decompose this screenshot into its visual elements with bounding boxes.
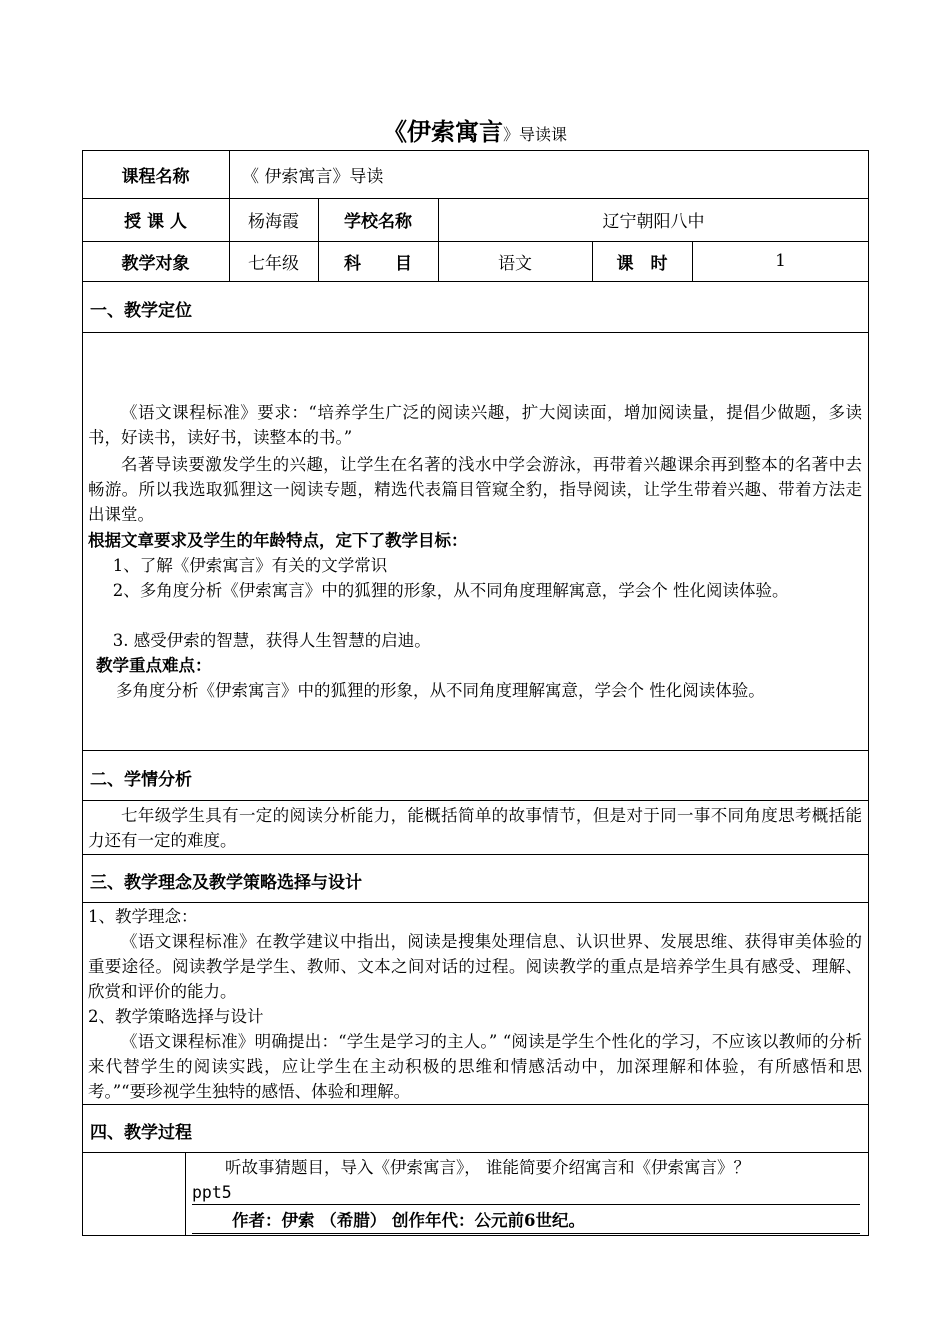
section-title: 四、教学过程	[90, 1123, 192, 1143]
row-divider	[82, 1104, 869, 1105]
document-title	[0, 112, 950, 147]
audience-label: 教学对象	[121, 253, 190, 274]
teacher-label: 授 课 人	[124, 212, 187, 232]
goal-item: 2、多角度分析《伊索寓言》中的狐狸的形象，从不同角度理解寓意，学会个 性化阅读体验。	[112, 581, 789, 600]
inner-divider	[192, 1233, 860, 1234]
lesson-plan-table	[82, 150, 869, 1236]
subheading: 1、教学理念：	[88, 907, 198, 926]
course-name-label: 课程名称	[121, 166, 190, 187]
col-divider	[185, 1152, 186, 1236]
process-line: 作者：伊索 （希腊） 创作年代：公元前6世纪。	[232, 1211, 585, 1230]
course-name-value: 《 伊索寓言》导读	[242, 166, 384, 187]
section-title: 三、教学理念及教学策略选择与设计	[90, 873, 362, 893]
school-label: 学校名称	[344, 212, 412, 232]
title-suffix: 》导读课	[502, 125, 567, 144]
row-divider	[82, 750, 869, 751]
row-divider	[82, 1152, 869, 1153]
subheading: 2、教学策略选择与设计	[88, 1007, 264, 1026]
periods-value: 1	[775, 251, 786, 271]
paragraph: 七年级学生具有一定的阅读分析能力，能概括简单的故事情节，但是对于同一事不同角度思考概括能力还有一定的难度。	[88, 806, 862, 850]
section-title: 一、教学定位	[90, 301, 192, 321]
title-main: 《伊索寓言	[382, 117, 503, 146]
inner-divider	[192, 1204, 860, 1205]
periods-label: 课 时	[616, 253, 668, 274]
row-divider	[82, 281, 869, 282]
goal-item: 1、了解《伊索寓言》有关的文学常识	[112, 556, 388, 575]
focus-heading: 教学重点难点：	[96, 656, 212, 675]
paragraph: 《语文课程标准》明确提出：“学生是学习的主人。” “阅读是学生个性化的学习，不应该以教师的分析来代替学生的阅读实践，应让学生在主动积极的思维和情感活动中，加深理解和体验，有所感悟和思考。”“要珍视学生独特的感悟、体验和理解。	[88, 1032, 862, 1101]
goals-heading: 根据文章要求及学生的年龄特点，定下了教学目标：	[88, 531, 468, 550]
row-divider	[82, 854, 869, 855]
row-divider	[82, 800, 869, 801]
process-line: 听故事猜题目，导入《伊索寓言》， 谁能简要介绍寓言和《伊索寓言》？	[225, 1158, 750, 1177]
teacher-value: 杨海霞	[248, 212, 299, 232]
row-divider	[82, 902, 869, 903]
section-title: 二、学情分析	[90, 770, 192, 790]
audience-value: 七年级	[248, 253, 299, 274]
subject-label: 科 目	[344, 253, 412, 274]
process-line: ppt5	[192, 1183, 232, 1202]
school-value: 辽宁朝阳八中	[602, 212, 705, 232]
goal-item: 3. 感受伊索的智慧，获得人生智慧的启迪。	[112, 631, 431, 650]
focus-text: 多角度分析《伊索寓言》中的狐狸的形象，从不同角度理解寓意，学会个 性化阅读体验。	[116, 681, 765, 700]
paragraph: 《语文课程标准》要求：“培养学生广泛的阅读兴趣，扩大阅读面，增加阅读量，提倡少做题，多读书，好读书，读好书，读整本的书。”	[88, 403, 862, 447]
subject-value: 语文	[498, 253, 532, 274]
paragraph: 《语文课程标准》在教学建议中指出，阅读是搜集处理信息、认识世界、发展思维、获得审美体验的重要途径。阅读教学是学生、教师、文本之间对话的过程。阅读教学的重点是培养学生具有感受、理解、欣赏和评价的能力。	[88, 932, 862, 1001]
row-divider	[82, 332, 869, 333]
paragraph: 名著导读要激发学生的兴趣，让学生在名著的浅水中学会游泳，再带着兴趣课余再到整本的名著中去畅游。所以我选取狐狸这一阅读专题，精选代表篇目管窥全豹，指导阅读，让学生带着兴趣、带着方法走出课堂。	[88, 455, 862, 524]
